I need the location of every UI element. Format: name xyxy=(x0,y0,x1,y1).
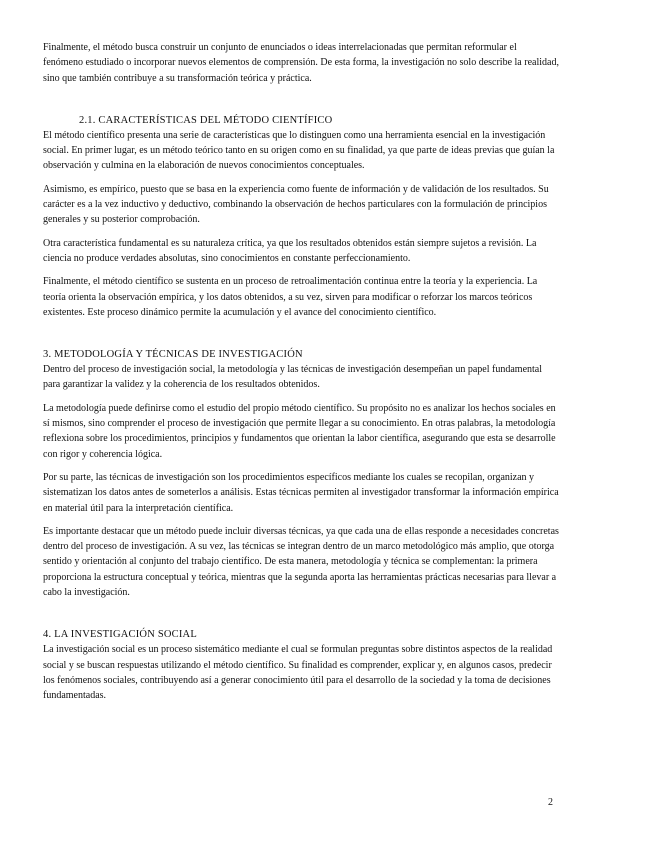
section-3-paragraph-1: Dentro del proceso de investigación social, la metodología y las técnicas de investigación desempeñan un papel fundamental para garantizar la validez y la coherencia de los resultados obtenidos. xyxy=(43,364,543,391)
section-3-paragraph-4: Es importante destacar que un método puede incluir diversas técnicas, ya que cada una de ellas responde a necesidades concretas dentro del proceso de investigación. A su vez, las técnicas se integran dentro de un marco metodológico más amplio, que otorga sentido y orientación al conjunto del trabajo científico. De esta manera, metodología y técnica se complementan: la primera proporciona la estructura conceptual y teórica, mientras que la segunda aporta las herramientas prácticas necesarias para llevar a cabo la investigación. xyxy=(43,525,559,599)
intro-paragraph: Finalmente, el método busca construir un conjunto de enunciados o ideas interrelacionadas que permitan reformular el fenómeno estudiado o incorporar nuevos elementos de comprensión. De esta forma, la investigación no solo describe la realidad, sino que también contribuye a su transformación teórica y práctica. xyxy=(43,42,559,84)
section-3-heading: 3. METODOLOGÍA Y TÉCNICAS DE INVESTIGACIÓN xyxy=(43,349,303,361)
section-3-paragraph-3: Por su parte, las técnicas de investigación son los procedimientos específicos mediante los cuales se recopilan, organizan y sistematizan los datos antes de someterlos a análisis. Estas técnicas permiten al investigador transformar la información empírica en material útil para la interpretación científica. xyxy=(43,471,559,514)
section-2-1-paragraph-1: El método científico presenta una serie de características que lo distinguen como una herramienta esencial en la investigación social. En primer lugar, es un método teórico tanto en su origen como en su finalidad, ya que parte de ideas previas que guían la observación y culmina en la elaboración de nuevos conocimientos conceptuales. xyxy=(43,129,555,172)
section-2-1-paragraph-2: Asimismo, es empírico, puesto que se basa en la experiencia como fuente de información y de validación de los resultados. Su carácter es a la vez inductivo y deductivo, combinando la observación de hechos particulares con la formulación de principios generales y su posterior comprobación. xyxy=(43,183,549,226)
section-2-1-paragraph-3: Otra característica fundamental es su naturaleza crítica, ya que los resultados obtenidos están siempre sujetos a revisión. La ciencia no produce verdades absolutas, sino conocimientos en constante perfeccionamiento. xyxy=(43,237,537,264)
section-3-paragraph-2: La metodología puede definirse como el estudio del propio método científico. Su propósito no es analizar los hechos sociales en sí mismos, sino comprender el proceso de investigación que permite llegar a su conocimiento. En otras palabras, la metodología reflexiona sobre los procedimientos, principios y fundamentos que orientan la labor científica, asegurando que esta se desarrolle con rigor y coherencia lógica. xyxy=(43,402,556,460)
section-4-heading: 4. LA INVESTIGACIÓN SOCIAL xyxy=(43,629,197,641)
section-2-1-paragraph-4: Finalmente, el método científico se sustenta en un proceso de retroalimentación continua entre la teoría y la experiencia. La teoría orienta la observación empírica, y los datos obtenidos, a su vez, sirven para modificar o reforzar los marcos teóricos existentes. Este proceso dinámico permite la acumulación y el avance del conocimiento científico. xyxy=(43,276,538,318)
section-2-1-heading: 2.1. CARACTERÍSTICAS DEL MÉTODO CIENTÍFICO xyxy=(79,114,333,126)
page-content xyxy=(43,40,559,704)
page-number: 2 xyxy=(548,797,553,808)
section-4-paragraph-1: La investigación social es un proceso sistemático mediante el cual se formulan preguntas sobre distintos aspectos de la realidad social y se buscan respuestas utilizando el método científico. Su finalidad es comprender, explicar y, en algunos casos, predecir los fenómenos sociales, contribuyendo así a generar conocimiento útil para el desarrollo de la sociedad y la toma de decisiones fundamentadas. xyxy=(43,644,553,702)
